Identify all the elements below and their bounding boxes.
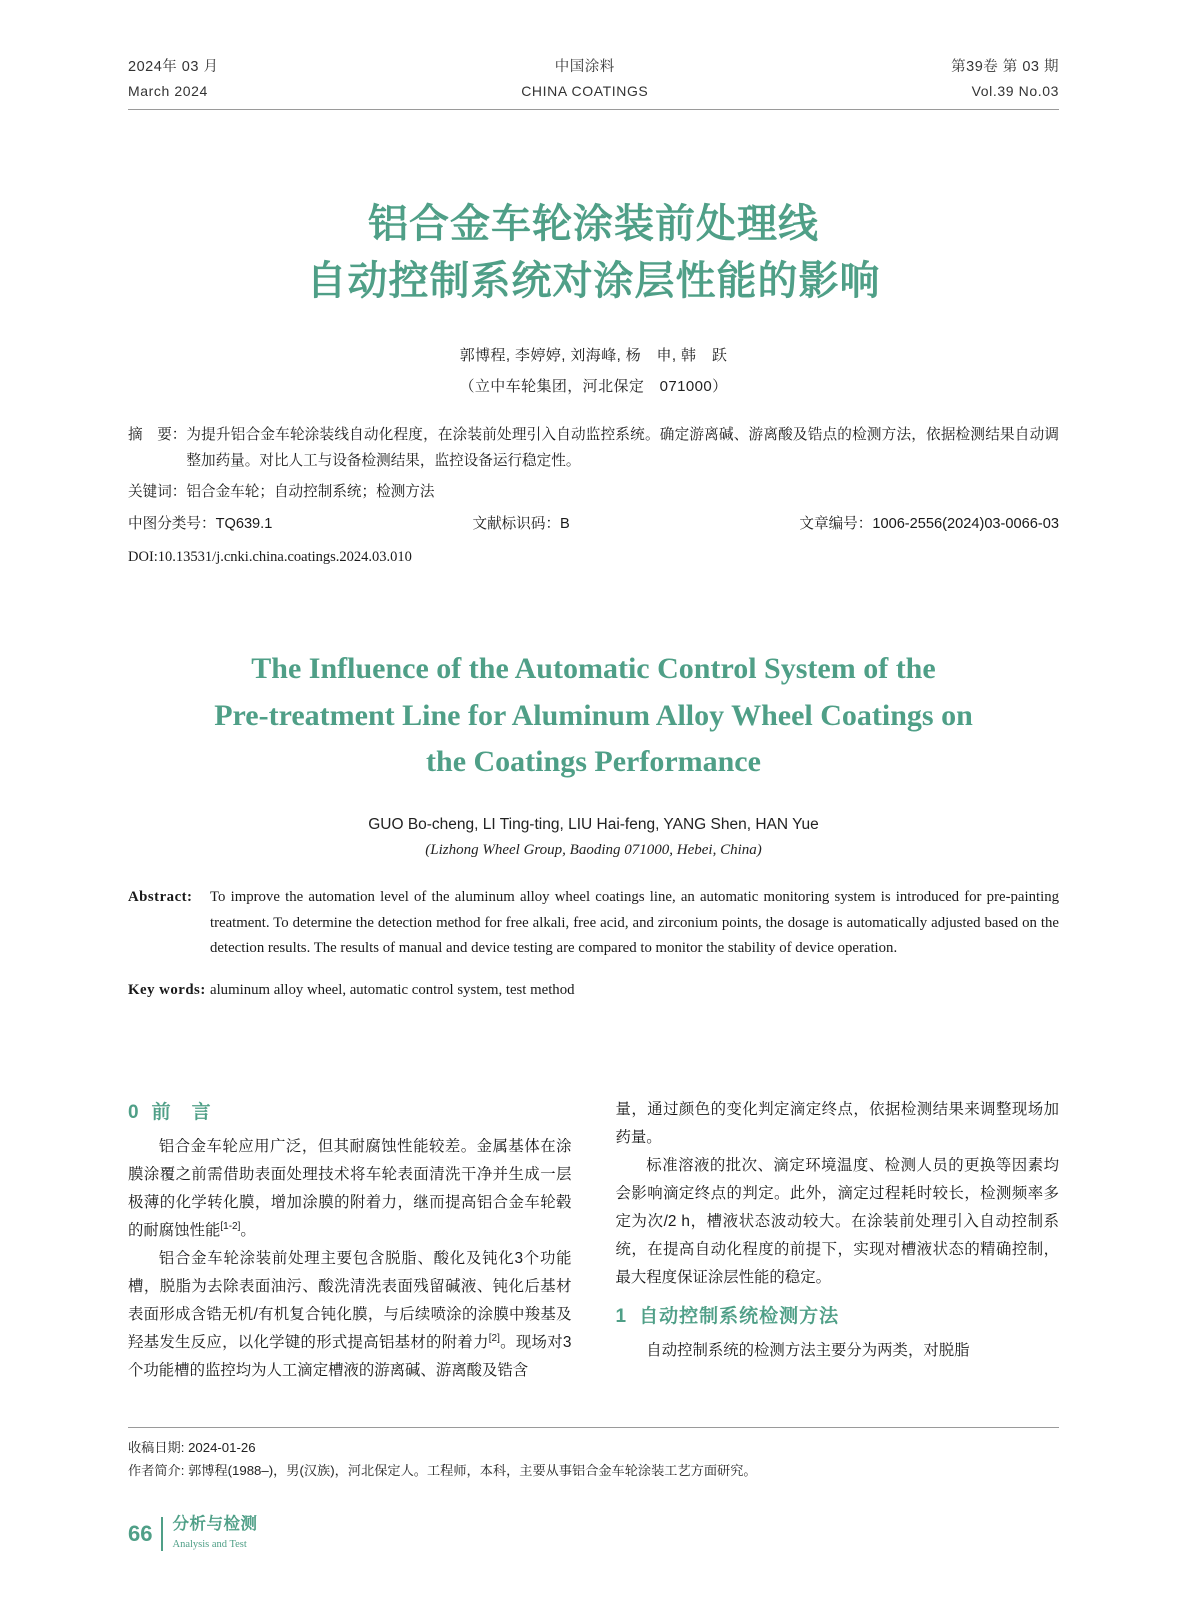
section-0-p1-end: 。 xyxy=(240,1221,256,1239)
running-head-right xyxy=(951,56,1059,103)
issue-date-cn: 2024年 03 月 xyxy=(128,59,219,75)
title-en-line-1: The Influence of the Automatic Control System of the xyxy=(251,652,936,686)
page-number: 66 xyxy=(128,1520,153,1546)
affiliation-cn: （立中车轮集团，河北保定 071000） xyxy=(459,377,728,395)
running-head xyxy=(128,0,1059,103)
author-bio: 作者简介: 郭博程(1988–)，男(汉族)，河北保定人。工程师，本科，主要从事铝合金车轮涂装工艺方面研究。 xyxy=(128,1462,757,1478)
citation-ref: [2] xyxy=(488,1332,500,1344)
title-en-line-3: the Coatings Performance xyxy=(426,745,761,779)
footer-divider xyxy=(161,1517,163,1551)
keywords-cn-text: 铝合金车轮；自动控制系统；检测方法 xyxy=(186,483,435,500)
citation-ref: [1-2] xyxy=(220,1220,241,1232)
authors-en: GUO Bo-cheng, LI Ting-ting, LIU Hai-feng, YANG Shen, HAN Yue xyxy=(368,815,819,833)
keywords-cn-row xyxy=(128,479,1059,506)
issue-date-en: March 2024 xyxy=(128,82,208,99)
section-0-p2: 铝合金车轮涂装前处理主要包含脱脂、酸化及钝化3个功能槽，脱脂为去除表面油污、酸洗清洗表面残留碱液、钝化后基材表面形成含锆无机/有机复合钝化膜，与后续喷涂的涂膜中羧基及羟基发生反应，以化学键的形式提高铝基材的附着力 xyxy=(128,1249,572,1352)
abstract-en-text: To improve the automation level of the aluminum alloy wheel coatings line, an automatic monitoring system is introduced for pre-painting treatment. To determine the detection method for free alkali, free acid, and zirconium points, the dosage is automatically adjusted based on the detection results. The results of manual and device testing are compared to monitor the stability of device operation. xyxy=(210,888,1059,957)
volume-issue-cn: 第39卷 第 03 期 xyxy=(951,59,1059,75)
section-0-p1: 铝合金车轮应用广泛，但其耐腐蚀性能较差。金属基体在涂膜涂覆之前需借助表面处理技术将车轮表面清洗干净并生成一层极薄的化学转化膜，增加涂膜的附着力，继而提高铝合金车轮毂的耐腐蚀性能 xyxy=(128,1137,572,1239)
title-cn-line-2: 自动控制系统对涂层性能的影响 xyxy=(306,258,881,303)
footer-section-label xyxy=(172,1515,257,1552)
volume-issue-en: Vol.39 No.03 xyxy=(971,82,1059,99)
title-en-line-2: Pre-treatment Line for Aluminum Alloy Wheel Coatings on xyxy=(214,698,973,732)
footer-label-cn: 分析与检测 xyxy=(172,1515,258,1533)
section-0-p2-end: 。现场对3个功能槽的监控均为人工滴定槽液的游离碱、游离酸及锆含 xyxy=(128,1334,572,1380)
column-left xyxy=(128,1096,572,1385)
abstract-cn-row xyxy=(128,422,1059,475)
page-footer xyxy=(128,1515,257,1552)
footnote-divider xyxy=(128,1427,1059,1428)
keywords-en-text: aluminum alloy wheel, automatic control system, test method xyxy=(210,982,575,999)
section-heading-1 xyxy=(616,1300,1060,1335)
running-head-divider xyxy=(128,109,1059,110)
section-0-title: 前 言 xyxy=(151,1102,212,1124)
abstract-cn-label: 摘 要： xyxy=(128,426,187,443)
paragraph: 自动控制系统的检测方法主要分为两类，对脱脂 xyxy=(646,1342,970,1360)
footer-label-en: Analysis and Test xyxy=(172,1539,247,1550)
received-date: 收稿日期: 2024-01-26 xyxy=(128,1439,256,1455)
abstract-en-label: Abstract: xyxy=(128,888,193,905)
affiliation-en: (Lizhong Wheel Group, Baoding 071000, Hebei, China) xyxy=(425,841,762,858)
paragraph xyxy=(128,1245,572,1385)
keywords-en-row xyxy=(128,978,1059,1004)
doi: DOI:10.13531/j.cnki.china.coatings.2024.03.010 xyxy=(128,548,412,565)
running-head-left xyxy=(128,56,218,103)
clc-number: 中图分类号：TQ639.1 xyxy=(128,516,273,533)
abstract-cn-text: 为提升铝合金车轮涂装线自动化程度，在涂装前处理引入自动监控系统。确定游离碱、游离酸及锆点的检测方法，依据检测结果自动调整加药量。对比人工与设备检测结果，监控设备运行稳定性。 xyxy=(186,426,1059,470)
paragraph xyxy=(128,1133,572,1245)
metadata-line xyxy=(128,511,1059,538)
running-head-center xyxy=(521,56,648,103)
authors-cn: 郭博程, 李婷婷, 刘海峰, 杨 申, 韩 跃 xyxy=(459,346,728,364)
paragraph: 量，通过颜色的变化判定滴定终点，依据检测结果来调整现场加药量。 xyxy=(615,1101,1059,1147)
abstract-cn xyxy=(128,422,1059,571)
abstract-en xyxy=(128,885,1059,1005)
column-right xyxy=(616,1096,1060,1385)
abstract-en-row xyxy=(128,885,1059,963)
section-1-number: 1 xyxy=(615,1306,628,1328)
journal-name-en: CHINA COATINGS xyxy=(521,82,649,99)
section-heading-0 xyxy=(128,1096,572,1131)
page-title-cn xyxy=(128,196,1059,310)
footnotes xyxy=(128,1427,1059,1482)
article-number: 文章编号：1006-2556(2024)03-0066-03 xyxy=(799,516,1059,533)
body-columns xyxy=(128,1096,1059,1385)
section-0-number: 0 xyxy=(128,1102,140,1124)
paragraph: 标准溶液的批次、滴定环境温度、检测人员的更换等因素均会影响滴定终点的判定。此外，滴定过程耗时较长，检测频率多定为次/2 h，槽液状态波动较大。在涂装前处理引入自动控制系统，在提高自动化程度的前提下，实现对槽液状态的精确控制，最大程度保证涂层性能的稳定。 xyxy=(615,1157,1059,1287)
title-cn-line-1: 铝合金车轮涂装前处理线 xyxy=(368,202,819,247)
document-code: 文献标识码：B xyxy=(472,516,570,533)
keywords-en-label: Key words: xyxy=(128,982,206,999)
journal-name-cn: 中国涂料 xyxy=(554,59,615,75)
page-title-en xyxy=(128,646,1059,786)
section-1-title: 自动控制系统检测方法 xyxy=(639,1306,840,1328)
keywords-cn-label: 关键词： xyxy=(128,483,187,500)
